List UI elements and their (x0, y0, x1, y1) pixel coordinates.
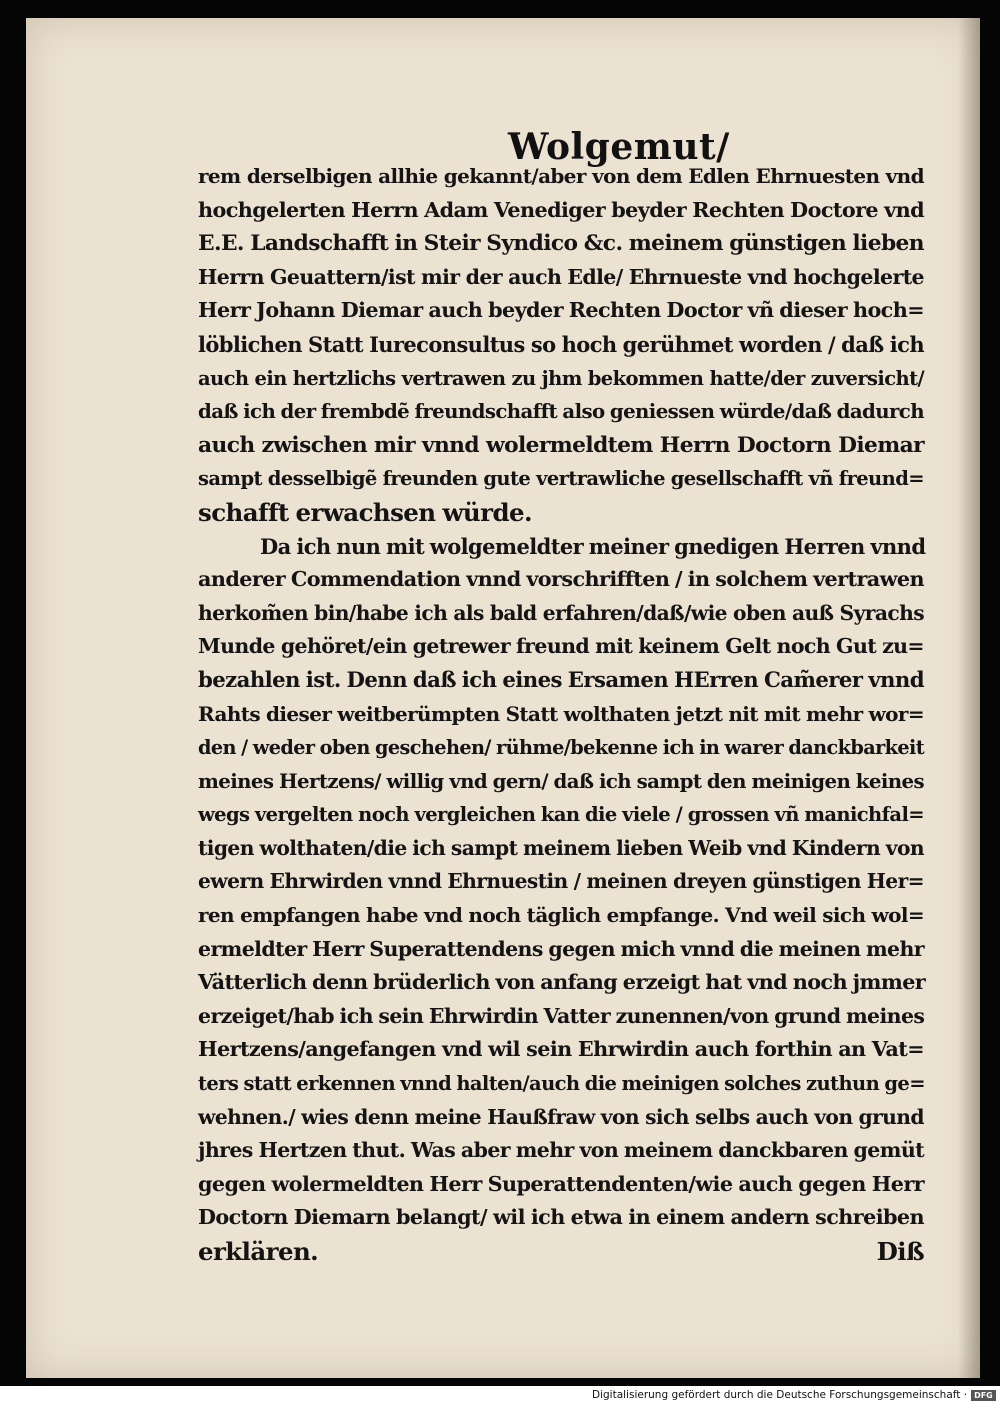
text-line: ters statt erkennen vnnd halten/auch die meinigen solches zuthun ge= (198, 1072, 925, 1096)
text-line: erzeiget/hab ich sein Ehrwirdin Vatter zunennen/von grund meines (198, 1003, 925, 1028)
text-line: wehnen./ wies denn meine Haußfraw von sich selbs auch von grund (198, 1104, 924, 1129)
text-line: den / weder oben geschehen/ rühme/bekenne ich in warer danckbarkeit (198, 736, 924, 760)
text-line: E.E. Landschafft in Steir Syndico &c. meinem günstigen lieben (198, 231, 924, 257)
digitization-credit: Digitalisierung gefördert durch die Deutsche Forschungsgemeinschaft · DFG (592, 1389, 996, 1401)
text-line: löblichen Statt Iureconsultus so hoch gerühmet worden / daß ich (198, 331, 924, 357)
text-line: rem derselbigen allhie gekannt/aber von dem Edlen Ehrnuesten vnd (198, 164, 924, 188)
text-line: wegs vergelten noch vergleichen kan die viele / grossen vñ manichfal= (198, 803, 924, 827)
text-line: meines Hertzens/ willig vnd gern/ daß ich sampt den meinigen keines (198, 768, 924, 793)
text-line: daß ich der frembdẽ freundschafft also geniessen würde/daß dadurch (198, 399, 924, 424)
text-line: anderer Commendation vnnd vorschrifften / in solchem vertrawen (198, 567, 924, 592)
text-line: Vätterlich denn brüderlich von anfang erzeigt hat vnd noch jmmer (198, 970, 926, 995)
text-line: ewern Ehrwirden vnnd Ehrnuestin / meinen dreyen günstigen Her= (198, 869, 924, 894)
credit-text: Digitalisierung gefördert durch die Deutsche Forschungsgemeinschaft (592, 1389, 961, 1401)
final-word: erklären. (198, 1237, 319, 1266)
text-line: ren empfangen habe vnd noch täglich empfange. Vnd weil sich wol= (198, 903, 924, 928)
text-line: tigen wolthaten/die ich sampt meinem lieben Weib vnd Kindern von (198, 835, 924, 860)
text-line: schafft erwachsen würde. (198, 497, 532, 527)
body-text (198, 160, 924, 1269)
text-line: Doctorn Diemarn belangt/ wil ich etwa in einem andern schreiben (198, 1205, 924, 1230)
text-line: auch zwischen mir vnnd wolermeldtem Herrn Doctorn Diemar (198, 432, 924, 458)
text-line: sampt desselbigẽ freunden gute vertrawliche gesellschafft vñ freund= (198, 467, 924, 491)
text-line: Herr Johann Diemar auch beyder Rechten Doctor vñ dieser hoch= (198, 298, 924, 323)
dfg-logo: DFG (971, 1390, 996, 1401)
text-line: Hertzens/angefangen vnd wil sein Ehrwirdin auch forthin an Vat= (198, 1037, 924, 1062)
paragraph-start-line: Da ich nun mit wolgemeldter meiner gnedigen Herren vnnd (260, 533, 926, 559)
text-line: hochgelerten Herrn Adam Venediger beyder Rechten Doctore vnd (198, 197, 924, 222)
final-line (198, 1235, 924, 1269)
text-line: bezahlen ist. Denn daß ich eines Ersamen HErren Cam̃erer vnnd (198, 667, 924, 693)
text-line: auch ein hertzlichs vertrawen zu jhm bekommen hatte/der zuversicht/ (198, 366, 924, 390)
catchword: Diß (876, 1237, 924, 1266)
text-line: Rahts dieser weitberümpten Statt wolthaten jetzt nit mit mehr wor= (198, 701, 924, 726)
text-line: Herrn Geuattern/ist mir der auch Edle/ Ehrnueste vnd hochgelerte (198, 264, 924, 289)
text-line: jhres Hertzen thut. Was aber mehr von meinem danckbaren gemüt (198, 1138, 924, 1163)
text-line: herkom̃en bin/habe ich als bald erfahren/daß/wie oben auß Syrachs (198, 600, 924, 625)
running-head: Wolgemut/ (508, 126, 730, 168)
text-line: gegen wolermeldten Herr Superattendenten/wie auch gegen Herr (198, 1171, 924, 1196)
text-line: ermeldter Herr Superattendens gegen mich vnnd die meinen mehr (198, 936, 924, 961)
text-line: Munde gehöret/ein getrewer freund mit keinem Gelt noch Gut zu= (198, 634, 924, 659)
